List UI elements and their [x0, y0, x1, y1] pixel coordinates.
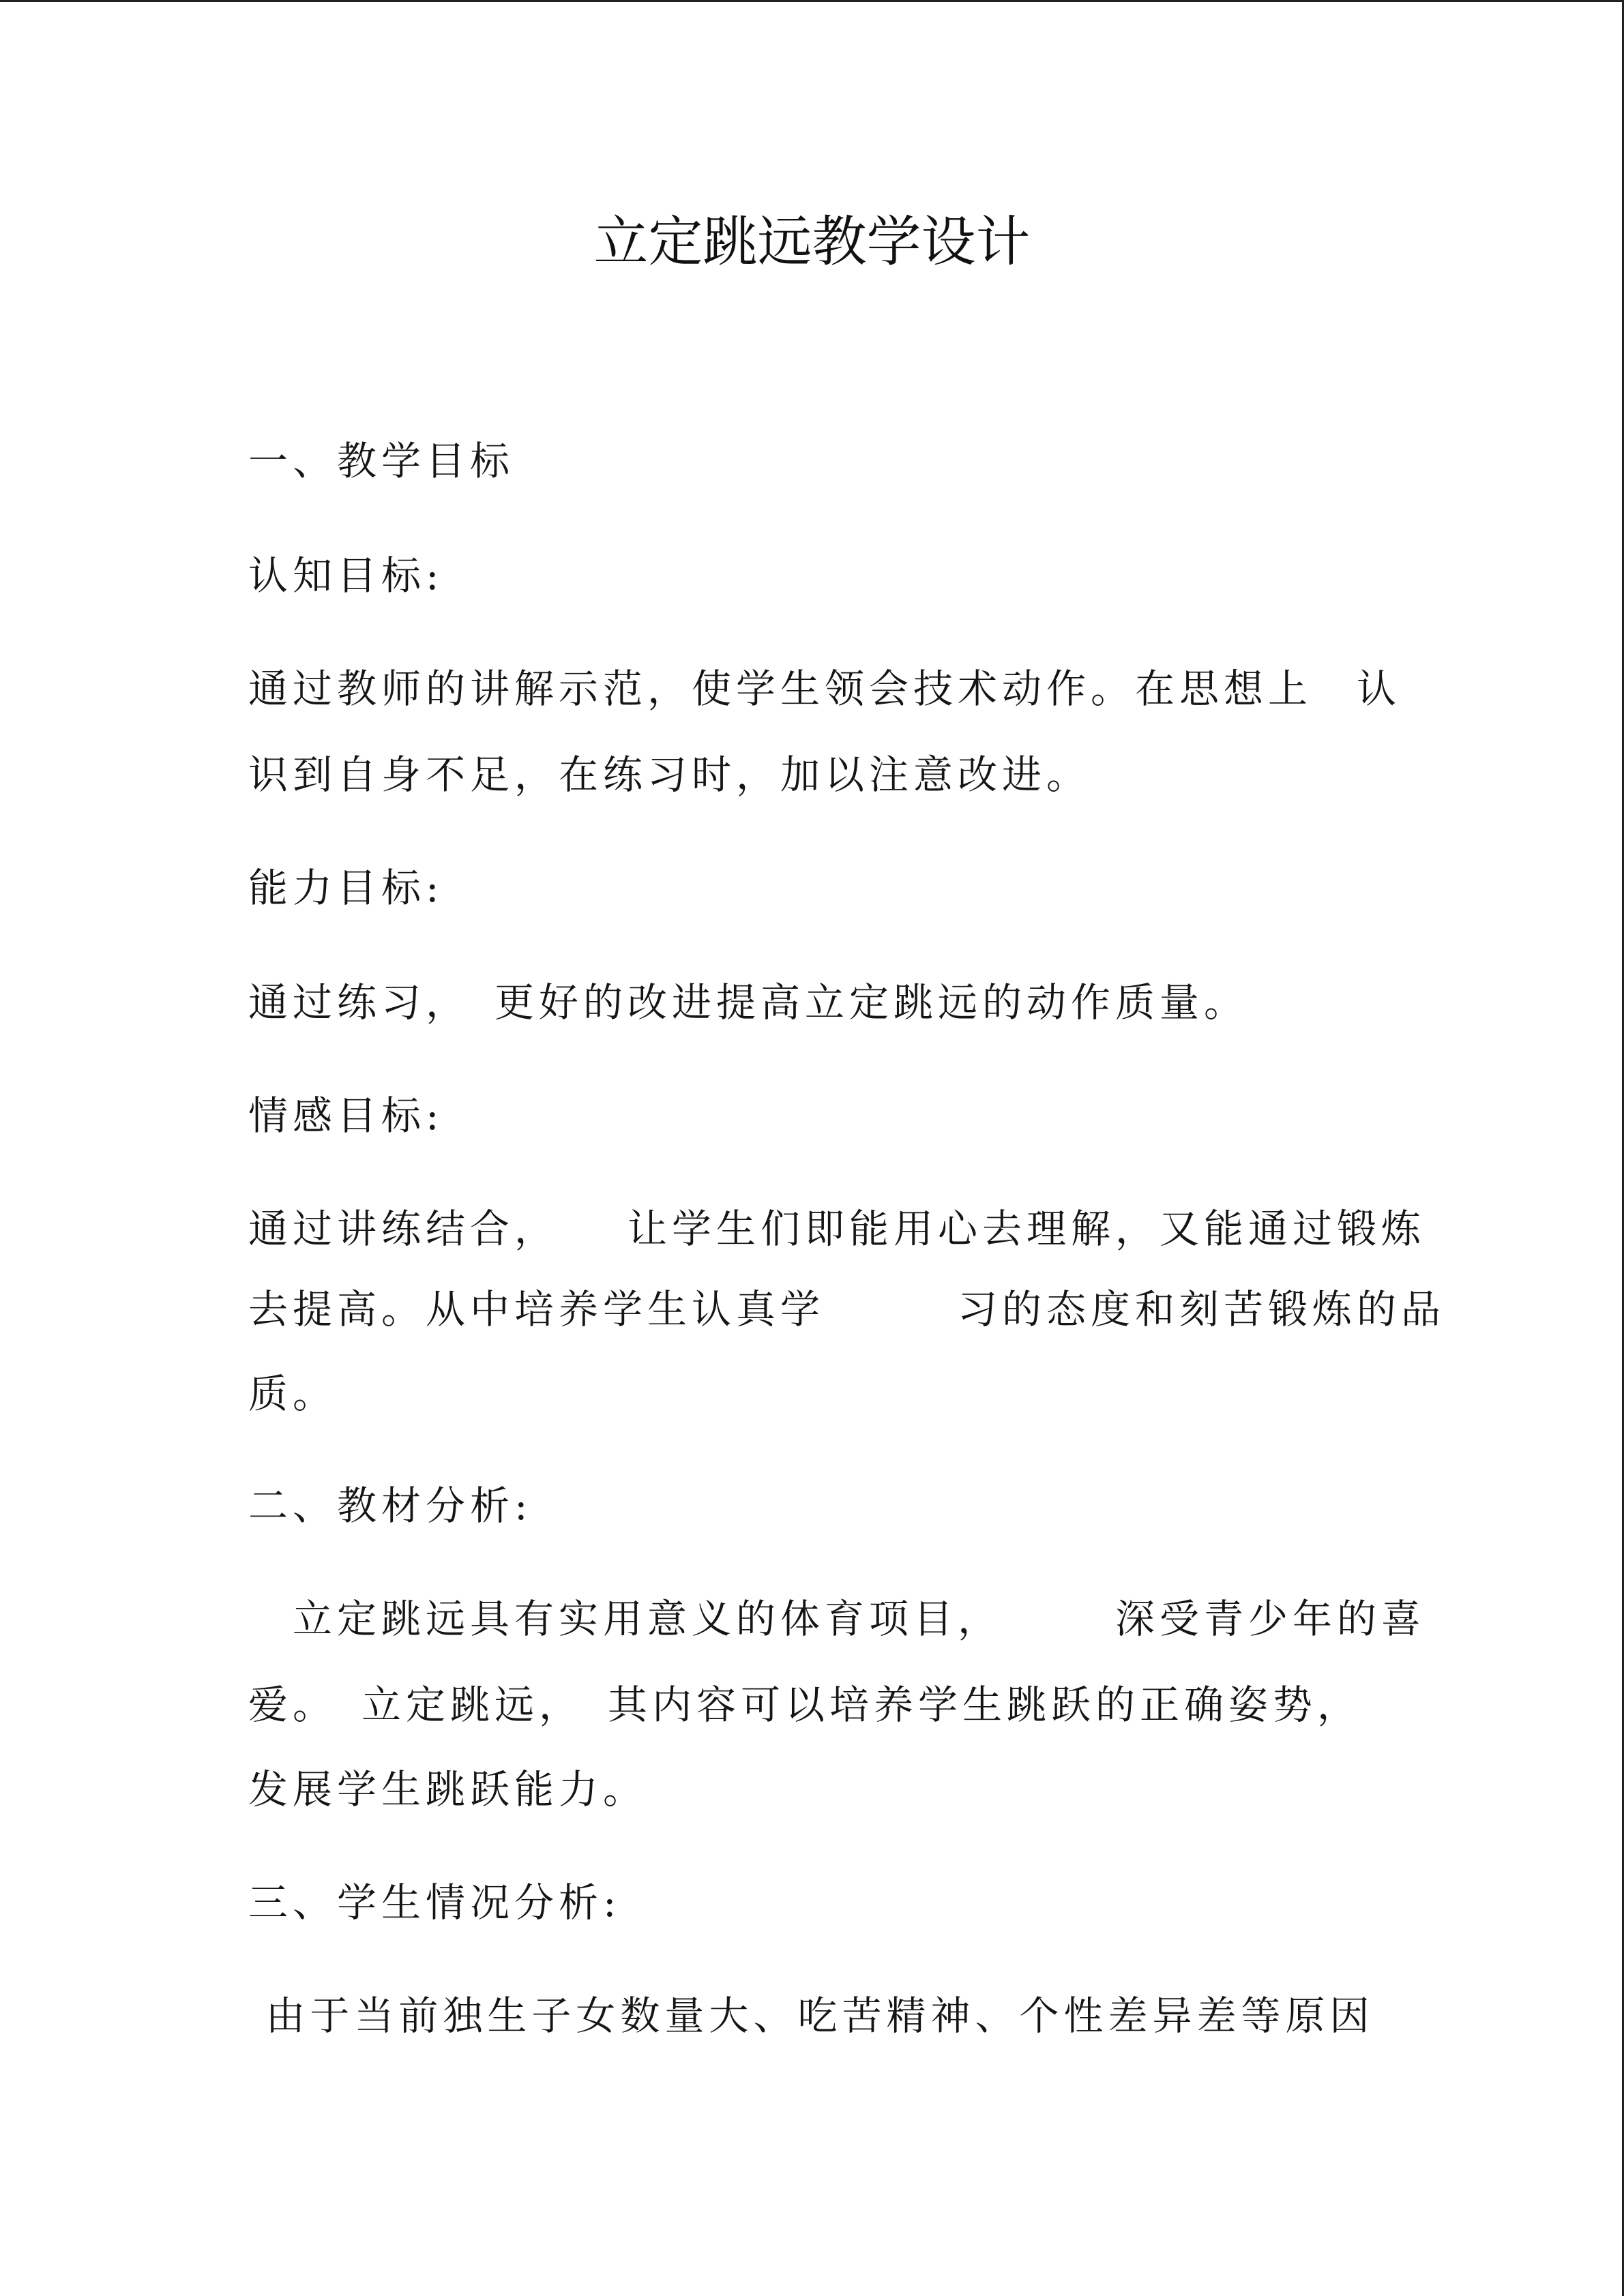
paragraph-line: 由于当前独生子女数量大、吃苦精神、个性差异差等原因	[248, 1993, 1374, 2039]
page-border-top	[0, 0, 1624, 2]
paragraph-line: 去提高。从中培养学生认真学 习的态度和刻苦锻炼的品	[248, 1286, 1446, 1332]
paragraph-line: 发展学生跳跃能力。	[248, 1766, 648, 1813]
section-heading-teaching-goals: 一、教学目标	[248, 438, 515, 484]
paragraph-line: 立定跳远具有实用意义的体育项目， 深受青少年的喜	[248, 1596, 1426, 1642]
subheading-emotional-goal: 情感目标:	[248, 1092, 444, 1139]
paragraph-line: 质。	[248, 1371, 338, 1417]
paragraph-line: 爱。 立定跳远， 其内容可以培养学生跳跃的正确姿势，	[248, 1682, 1362, 1728]
paragraph-line: 通过讲练结合， 让学生们即能用心去理解，又能通过锻炼	[248, 1206, 1426, 1252]
document-title: 立定跳远教学设计	[593, 210, 1031, 273]
paragraph-line: 通过教师的讲解示范，使学生领会技术动作。在思想上 认	[248, 666, 1402, 712]
subheading-cognitive-goal: 认知目标:	[248, 552, 444, 599]
paragraph-line: 通过练习， 更好的改进提高立定跳远的动作质量。	[248, 979, 1249, 1026]
section-heading-material-analysis: 二、教材分析:	[248, 1482, 533, 1529]
section-heading-student-analysis: 三、学生情况分析:	[248, 1879, 621, 1926]
paragraph-line: 识到自身不足，在练习时，加以注意改进。	[248, 751, 1091, 798]
subheading-ability-goal: 能力目标:	[248, 865, 444, 911]
